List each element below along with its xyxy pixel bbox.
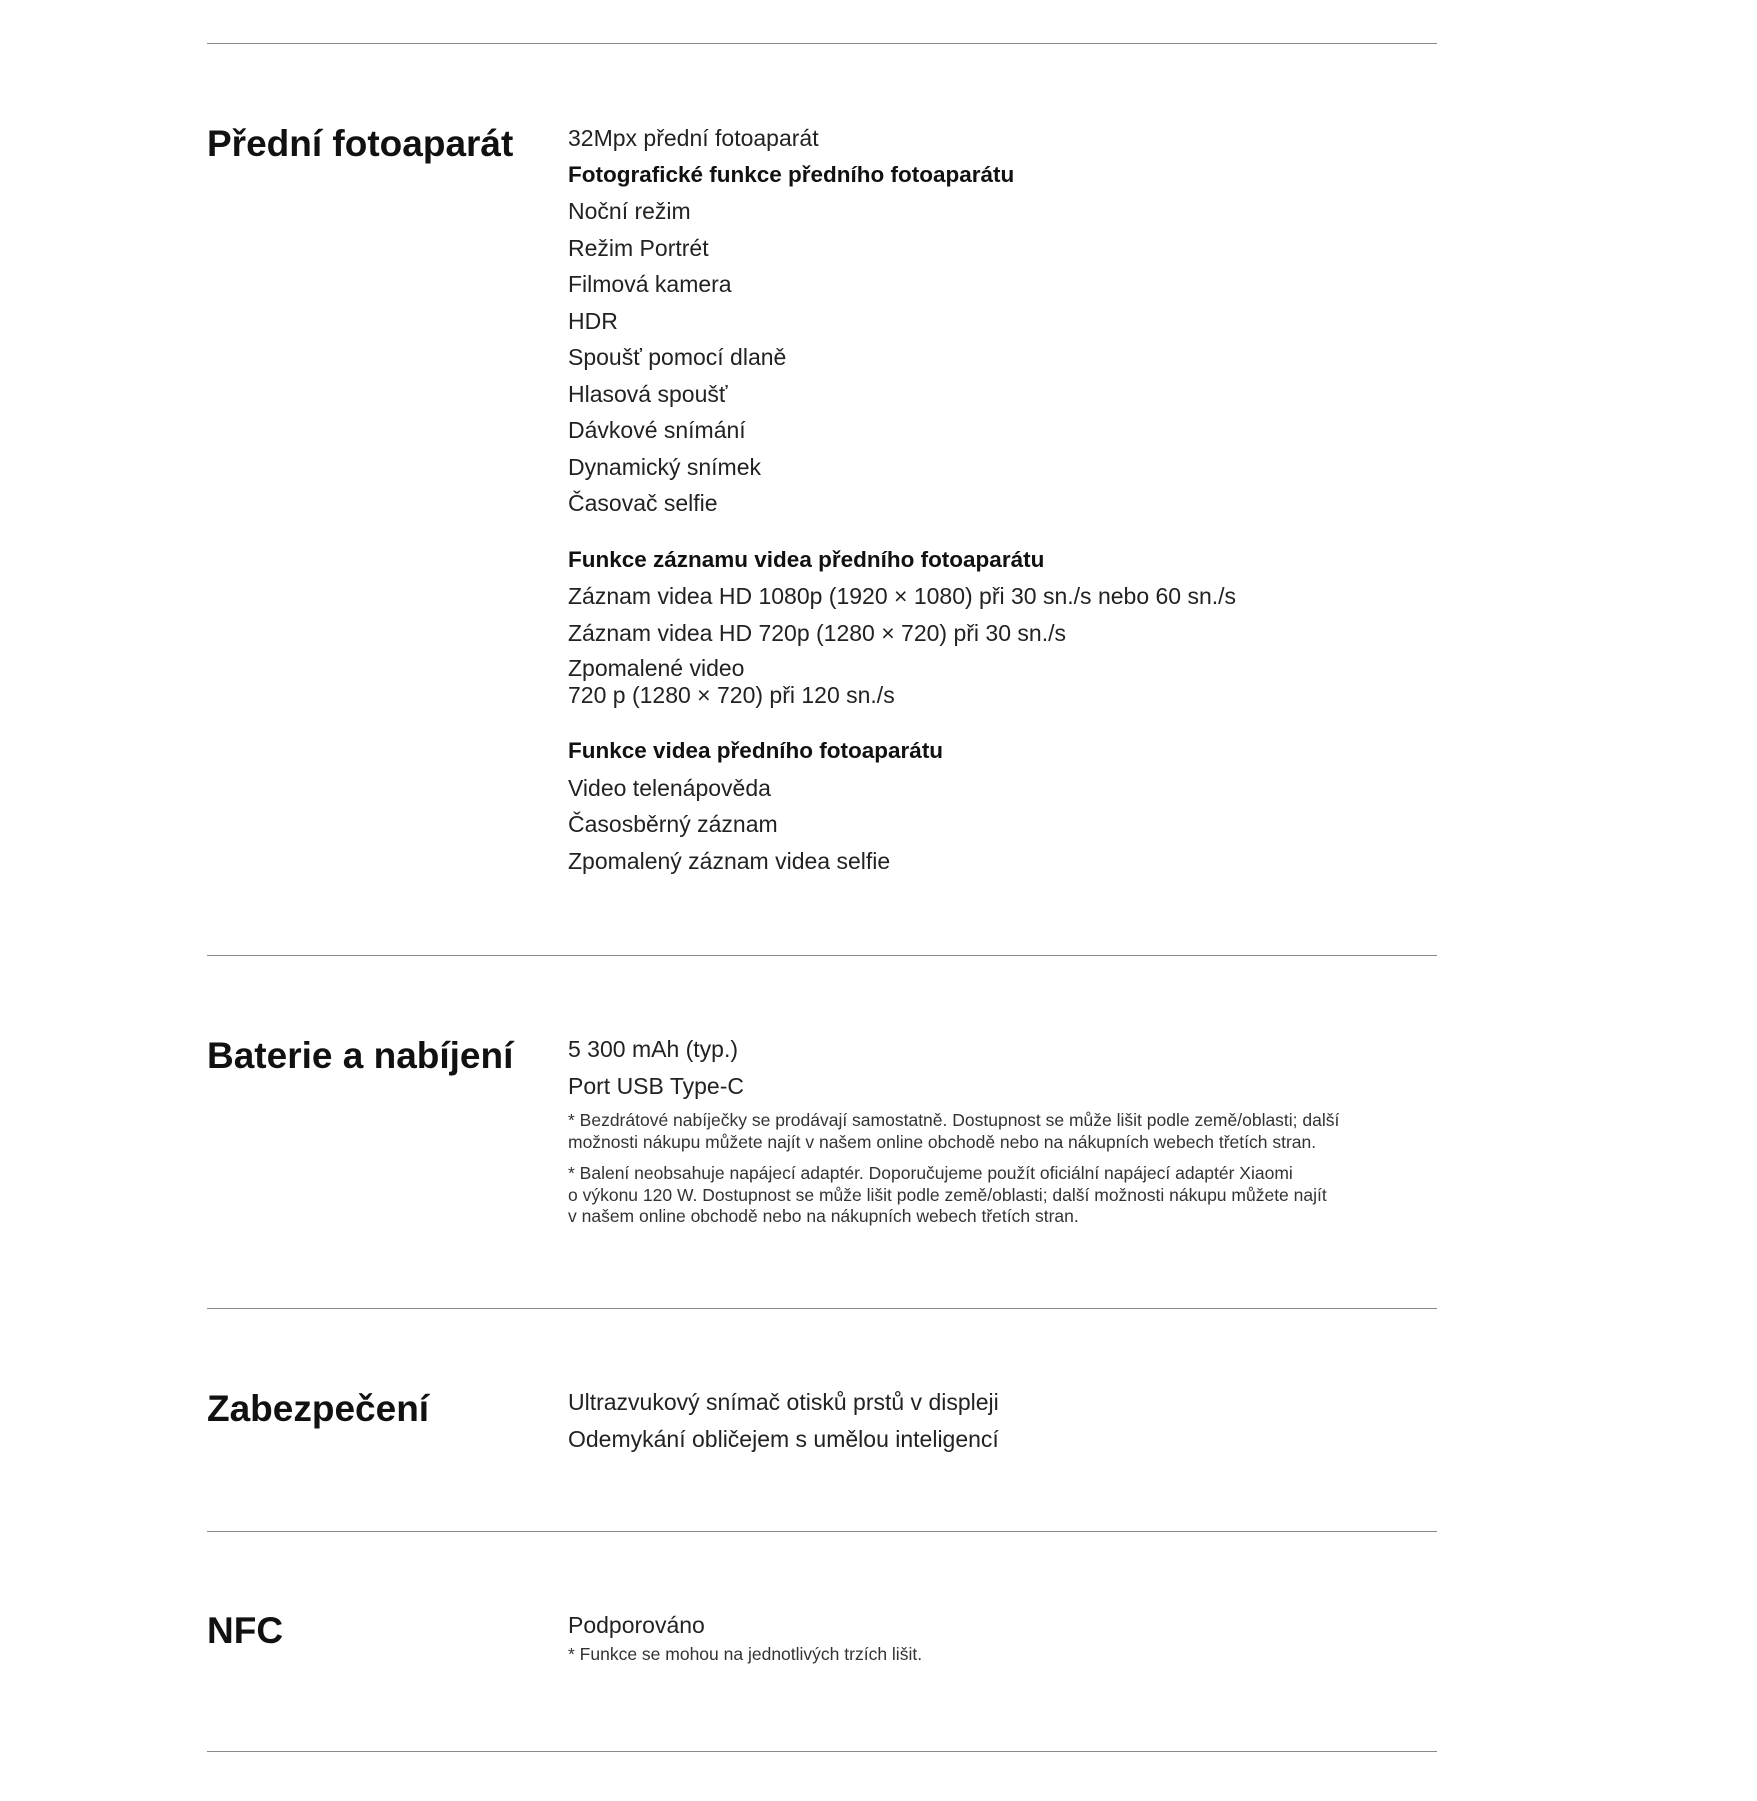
spec-item: HDR [568,307,618,334]
spec-group-heading: Funkce záznamu videa předního fotoaparátu [568,546,1045,572]
spec-group-video-features [568,733,1408,879]
spec-item: Časovač selfie [568,490,718,516]
footnote: * Balení neobsahuje napájecí adaptér. Doporučujeme použít oficiální napájecí adaptér Xiaomi o výkonu 120 W. Dostupnost se může lišit podle země/oblasti; další možnosti nákupu můžete najít v našem online obchodě nebo na nákupních webech třetích stran. [568,1163,1327,1226]
section-title-battery: Baterie a nabíjení [207,1035,514,1076]
spec-item: Port USB Type-C [568,1072,744,1099]
spec-item: Zpomalený záznam videa selfie [568,847,891,874]
spec-group-video-recording [568,542,1408,714]
spec-item: Noční režim [568,198,691,224]
section-title-nfc: NFC [207,1610,284,1651]
section-body-nfc [568,1607,1408,1665]
spec-item: Zpomalené video 720 p (1280 × 720) při 120 sn./s [568,655,895,708]
section-divider [207,955,1437,956]
spec-item: Odemykání obličejem s umělou inteligencí [568,1425,999,1452]
spec-item: 32Mpx přední fotoaparát [568,125,819,151]
spec-item: Video telenápověda [568,774,771,801]
spec-item: Časosběrný záznam [568,811,778,837]
spec-item: Podporováno [568,1612,705,1638]
spec-group-heading: Funkce videa předního fotoaparátu [568,738,944,763]
section-body-front-camera [568,120,1408,879]
section-title-front-camera: Přední fotoaparát [207,123,514,164]
section-divider [207,1751,1437,1752]
footnote: * Bezdrátové nabíječky se prodávají samostatně. Dostupnost se může lišit podle země/oblasti; další možnosti nákupu můžete najít v našem online obchodě nebo na nákupních webech třetích stran. [568,1110,1340,1152]
spec-item: Dávkové snímání [568,417,746,443]
spec-item: Dynamický snímek [568,453,761,480]
section-divider [207,43,1437,44]
spec-item: Záznam videa HD 720p (1280 × 720) při 30 sn./s [568,619,1066,646]
spec-item: 5 300 mAh (typ.) [568,1036,739,1062]
spec-item: Spoušť pomocí dlaně [568,344,787,370]
section-divider [207,1308,1437,1309]
footnote: * Funkce se mohou na jednotlivých trzích lišit. [568,1643,923,1664]
spec-item: Hlasová spoušť [568,380,728,407]
spec-group-front-camera-main [568,120,1408,522]
section-body-battery [568,1031,1408,1228]
spec-item: Režim Portrét [568,234,709,261]
spec-group-heading: Fotografické funkce předního fotoaparátu [568,161,1015,187]
section-body-security [568,1384,1408,1457]
section-divider [207,1531,1437,1532]
spec-item: Záznam videa HD 1080p (1920 × 1080) při 30 sn./s nebo 60 sn./s [568,583,1237,609]
section-title-security: Zabezpečení [207,1388,430,1429]
footnotes [568,1110,1408,1228]
spec-item: Filmová kamera [568,271,732,297]
spec-item: Ultrazvukový snímač otisků prstů v displeji [568,1389,999,1415]
